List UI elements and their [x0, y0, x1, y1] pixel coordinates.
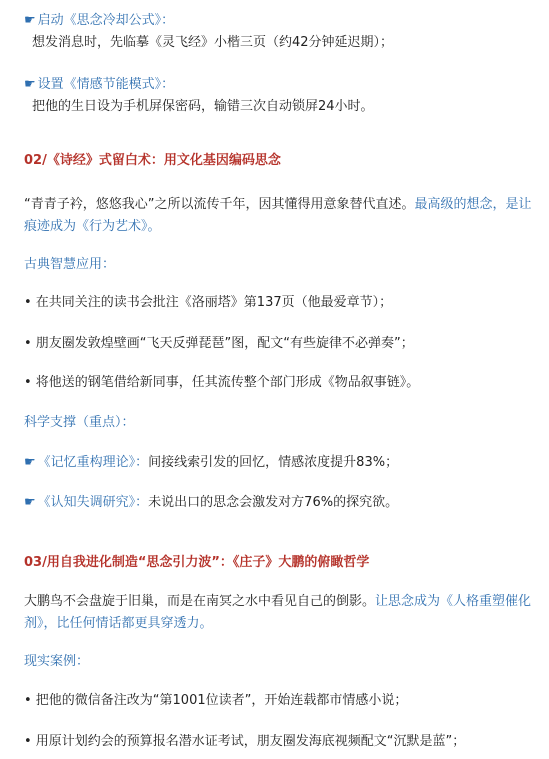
intro-highlight: 让思念成为《人格重塑催化剂》，比任何情话都更具穿透力。	[24, 594, 532, 631]
tip-body: 想发消息时，先临摹《灵飞经》小楷三页（约42分钟延迟期）；	[32, 35, 394, 50]
tip-body: 把他的生日设为手机屏保密码，输错三次自动锁屏24小时。	[32, 99, 374, 114]
list-item: • 把他的微信备注改为“第1001位读者”，开始连载都市情感小说；	[24, 693, 408, 708]
science-item	[24, 452, 533, 474]
tip-1	[24, 10, 533, 54]
pointing-hand-icon: ☛	[24, 455, 36, 470]
list-item: • 朋友圈发敦煌壁画“飞天反弹琵琶”图，配文“有些旋律不必弹奏”；	[24, 336, 414, 351]
pointing-hand-icon: ☛	[24, 495, 36, 510]
science-label: 《记忆重构理论》：	[37, 455, 149, 470]
science-label: 《认知失调研究》：	[37, 495, 149, 510]
intro-text: “青青子衿，悠悠我心”之所以流传千年，因其懂得用意象替代直述。	[24, 197, 415, 212]
section-heading: 02/《诗经》式留白术：用文化基因编码思念	[24, 153, 281, 168]
list-item: • 将他送的钢笔借给新同事，任其流传整个部门形成《物品叙事链》。	[24, 375, 420, 390]
subheading: 古典智慧应用：	[24, 257, 116, 272]
pointing-hand-icon: ☛	[24, 13, 36, 28]
section-intro	[24, 194, 533, 238]
intro-highlight: 最高级的想念，是让痕迹成为《行为艺术》。	[24, 197, 532, 234]
tip-title: 设置《情感节能模式》：	[37, 77, 175, 92]
section-intro	[24, 591, 533, 635]
tip-2	[24, 74, 533, 118]
section-heading: 03/用自我进化制造“思念引力波”：《庄子》大鹏的俯瞰哲学	[24, 555, 370, 570]
subheading: 现实案例：	[24, 654, 90, 669]
science-text: 未说出口的思念会激发对方76%的探究欲。	[148, 495, 399, 510]
list-item: • 在共同关注的读书会批注《洛丽塔》第137页（他最爱章节）；	[24, 295, 393, 310]
science-item	[24, 492, 533, 514]
science-text: 间接线索引发的回忆，情感浓度提升83%；	[148, 455, 399, 470]
intro-text: 大鹏鸟不会盘旋于旧巢，而是在南冥之水中看见自己的倒影。	[24, 594, 376, 609]
subheading: 科学支撑（重点）：	[24, 415, 135, 430]
pointing-hand-icon: ☛	[24, 77, 36, 92]
list-item: • 用原计划约会的预算报名潜水证考试，朋友圈发海底视频配文“沉默是蓝”；	[24, 734, 466, 749]
tip-title: 启动《思念冷却公式》：	[37, 13, 175, 28]
